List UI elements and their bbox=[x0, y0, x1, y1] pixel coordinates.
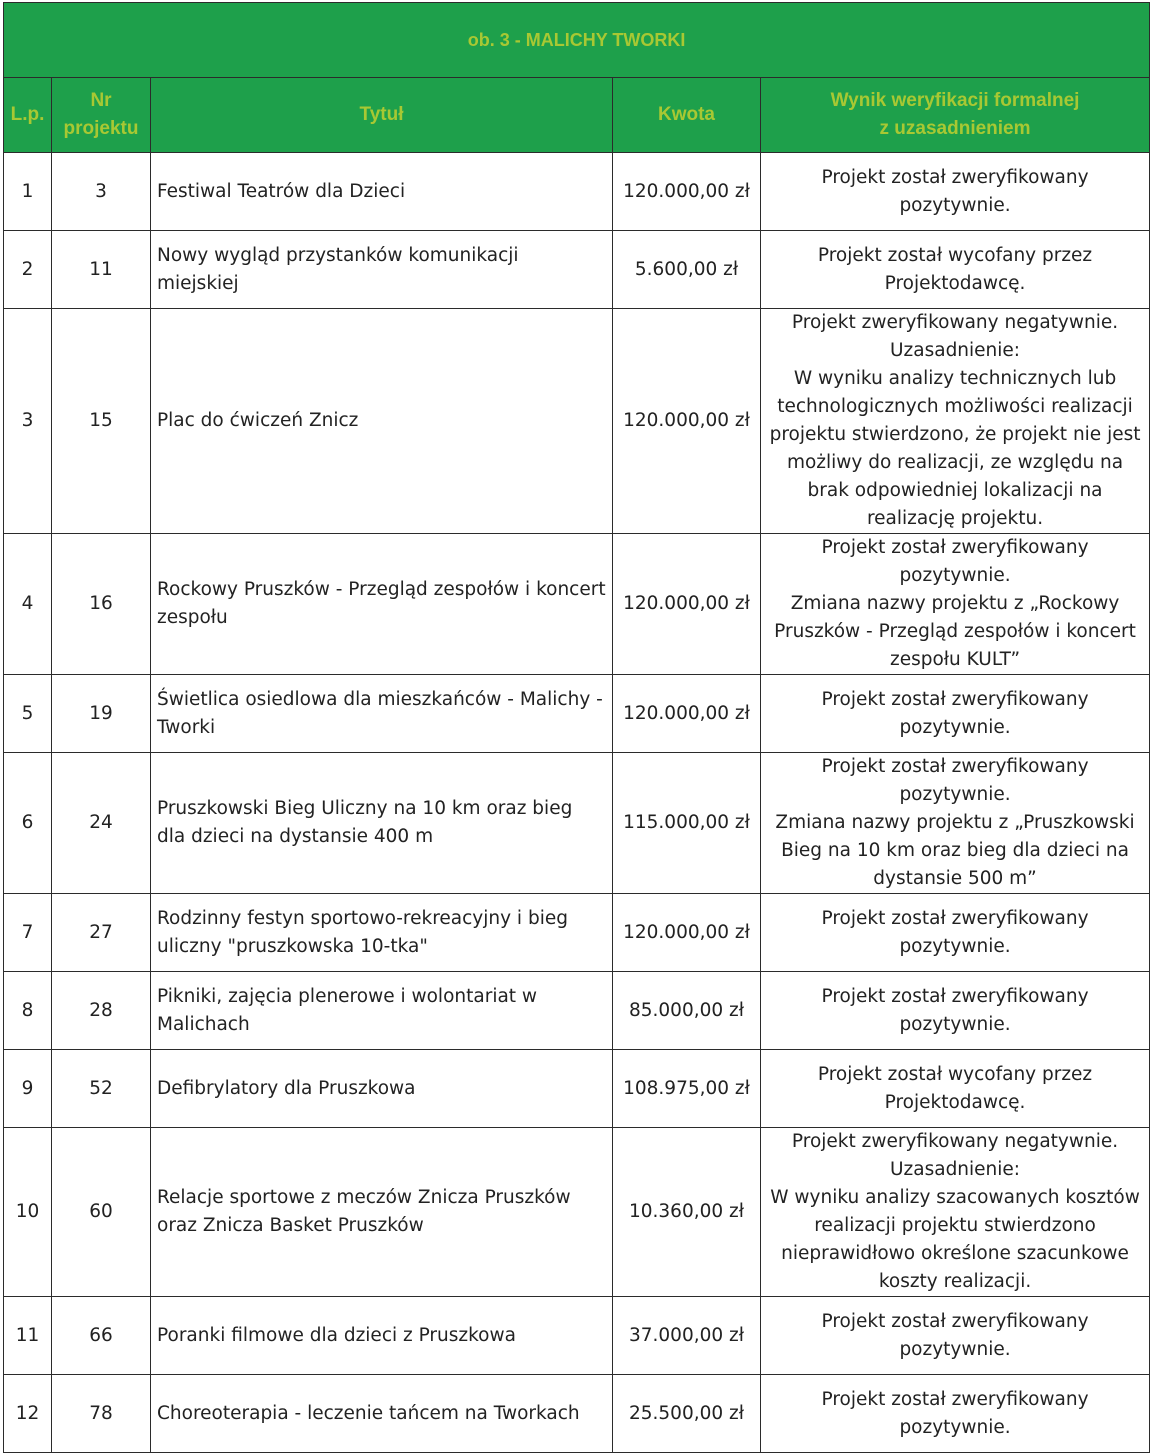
wynik-line: W wyniku analizy szacowanych kosztów bbox=[770, 1187, 1140, 1208]
header-nr-line1: Nr bbox=[90, 90, 112, 111]
cell-wynik bbox=[761, 534, 1150, 675]
cell-nr-projektu: 66 bbox=[52, 1297, 151, 1375]
cell-tytul: Plac do ćwiczeń Znicz bbox=[151, 309, 613, 534]
cell-nr-projektu: 27 bbox=[52, 894, 151, 972]
cell-tytul: Pruszkowski Bieg Uliczny na 10 km oraz bieg dla dzieci na dystansie 400 m bbox=[151, 753, 613, 894]
cell-lp: 4 bbox=[4, 534, 52, 675]
header-lp: L.p. bbox=[4, 78, 52, 153]
table-body bbox=[4, 153, 1150, 1453]
table-row bbox=[4, 972, 1150, 1050]
header-wynik bbox=[761, 78, 1150, 153]
cell-wynik bbox=[761, 1297, 1150, 1375]
cell-nr-projektu: 15 bbox=[52, 309, 151, 534]
wynik-line: Projekt został zweryfikowany bbox=[821, 166, 1089, 188]
cell-lp: 10 bbox=[4, 1128, 52, 1297]
cell-tytul: Rodzinny festyn sportowo-rekreacyjny i bieg uliczny "pruszkowska 10-tka" bbox=[151, 894, 613, 972]
wynik-line: pozytywnie. bbox=[899, 1416, 1011, 1438]
table-title-row bbox=[4, 3, 1150, 78]
wynik-line: Uzasadnienie: bbox=[890, 1159, 1021, 1180]
wynik-line: Projekt został zweryfikowany bbox=[821, 1388, 1089, 1410]
header-wynik-line1: Wynik weryfikacji formalnej bbox=[830, 90, 1080, 111]
cell-wynik bbox=[761, 1128, 1150, 1297]
wynik-line: nieprawidłowo określone szacunkowe bbox=[781, 1243, 1129, 1264]
wynik-line: Pruszków - Przegląd zespołów i koncert bbox=[774, 621, 1136, 642]
wynik-line: Bieg na 10 km oraz bieg dla dzieci na bbox=[781, 840, 1129, 861]
wynik-line: Projekt zweryfikowany negatywnie. bbox=[791, 312, 1119, 333]
cell-tytul: Poranki filmowe dla dzieci z Pruszkowa bbox=[151, 1297, 613, 1375]
wynik-line: Projekt został zweryfikowany bbox=[821, 688, 1089, 710]
wynik-line: Projekt zweryfikowany negatywnie. bbox=[791, 1131, 1119, 1152]
cell-kwota: 85.000,00 zł bbox=[613, 972, 761, 1050]
wynik-line: możliwy do realizacji, ze względu na bbox=[786, 452, 1124, 473]
cell-tytul: Pikniki, zajęcia plenerowe i wolontariat w Malichach bbox=[151, 972, 613, 1050]
cell-nr-projektu: 3 bbox=[52, 153, 151, 231]
table-row bbox=[4, 309, 1150, 534]
cell-wynik bbox=[761, 1050, 1150, 1128]
table-row bbox=[4, 1128, 1150, 1297]
cell-wynik bbox=[761, 231, 1150, 309]
cell-lp: 9 bbox=[4, 1050, 52, 1128]
cell-kwota: 120.000,00 zł bbox=[613, 153, 761, 231]
cell-nr-projektu: 24 bbox=[52, 753, 151, 894]
cell-lp: 12 bbox=[4, 1375, 52, 1453]
header-nr-projektu bbox=[52, 78, 151, 153]
cell-kwota: 120.000,00 zł bbox=[613, 309, 761, 534]
cell-nr-projektu: 19 bbox=[52, 675, 151, 753]
cell-tytul: Relacje sportowe z meczów Znicza Pruszków oraz Znicza Basket Pruszków bbox=[151, 1128, 613, 1297]
cell-lp: 6 bbox=[4, 753, 52, 894]
wynik-line: Projekt został zweryfikowany bbox=[821, 1310, 1089, 1332]
cell-lp: 11 bbox=[4, 1297, 52, 1375]
wynik-line: Projekt został wycofany przez bbox=[817, 244, 1093, 266]
wynik-line: koszty realizacji. bbox=[878, 1271, 1032, 1292]
cell-lp: 3 bbox=[4, 309, 52, 534]
cell-kwota: 120.000,00 zł bbox=[613, 894, 761, 972]
wynik-line: Zmiana nazwy projektu z „Rockowy bbox=[790, 593, 1120, 614]
cell-kwota: 37.000,00 zł bbox=[613, 1297, 761, 1375]
table-row bbox=[4, 753, 1150, 894]
cell-lp: 8 bbox=[4, 972, 52, 1050]
table-row bbox=[4, 1050, 1150, 1128]
cell-wynik bbox=[761, 894, 1150, 972]
document-page bbox=[3, 2, 1149, 1453]
table-row bbox=[4, 675, 1150, 753]
cell-nr-projektu: 52 bbox=[52, 1050, 151, 1128]
cell-wynik bbox=[761, 1375, 1150, 1453]
cell-tytul: Choreoterapia - leczenie tańcem na Tworkach bbox=[151, 1375, 613, 1453]
cell-tytul: Festiwal Teatrów dla Dzieci bbox=[151, 153, 613, 231]
cell-tytul: Świetlica osiedlowa dla mieszkańców - Malichy - Tworki bbox=[151, 675, 613, 753]
cell-wynik bbox=[761, 675, 1150, 753]
wynik-line: pozytywnie. bbox=[899, 565, 1011, 586]
wynik-line: Zmiana nazwy projektu z „Pruszkowski bbox=[775, 812, 1135, 833]
header-wynik-line2: z uzasadnieniem bbox=[879, 118, 1031, 139]
wynik-line: Projekt został zweryfikowany bbox=[821, 985, 1089, 1007]
wynik-line: Projekt został wycofany przez bbox=[817, 1063, 1093, 1085]
wynik-line: dystansie 500 m” bbox=[873, 868, 1037, 889]
wynik-line: pozytywnie. bbox=[899, 716, 1011, 738]
table-row bbox=[4, 1375, 1150, 1453]
wynik-line: brak odpowiedniej lokalizacji na bbox=[807, 480, 1103, 501]
cell-nr-projektu: 11 bbox=[52, 231, 151, 309]
cell-kwota: 108.975,00 zł bbox=[613, 1050, 761, 1128]
header-tytul: Tytuł bbox=[151, 78, 613, 153]
wynik-line: pozytywnie. bbox=[899, 1013, 1011, 1035]
cell-tytul: Nowy wygląd przystanków komunikacji miejskiej bbox=[151, 231, 613, 309]
wynik-line: Projektodawcę. bbox=[884, 1091, 1026, 1113]
wynik-line: technologicznych możliwości realizacji bbox=[777, 396, 1133, 417]
wynik-line: Projektodawcę. bbox=[884, 272, 1026, 294]
wynik-line: zespołu KULT” bbox=[889, 649, 1021, 670]
cell-tytul: Rockowy Pruszków - Przegląd zespołów i koncert zespołu bbox=[151, 534, 613, 675]
wynik-line: Uzasadnienie: bbox=[890, 340, 1021, 361]
cell-kwota: 10.360,00 zł bbox=[613, 1128, 761, 1297]
cell-wynik bbox=[761, 153, 1150, 231]
cell-nr-projektu: 28 bbox=[52, 972, 151, 1050]
cell-lp: 1 bbox=[4, 153, 52, 231]
wynik-line: W wyniku analizy technicznych lub bbox=[793, 368, 1117, 389]
table-row bbox=[4, 153, 1150, 231]
cell-wynik bbox=[761, 309, 1150, 534]
table-row bbox=[4, 894, 1150, 972]
cell-kwota: 5.600,00 zł bbox=[613, 231, 761, 309]
table-row bbox=[4, 231, 1150, 309]
cell-lp: 2 bbox=[4, 231, 52, 309]
cell-kwota: 115.000,00 zł bbox=[613, 753, 761, 894]
wynik-line: realizacji projektu stwierdzono bbox=[814, 1215, 1096, 1236]
cell-kwota: 120.000,00 zł bbox=[613, 675, 761, 753]
wynik-line: Projekt został zweryfikowany bbox=[821, 537, 1089, 558]
cell-nr-projektu: 16 bbox=[52, 534, 151, 675]
cell-tytul: Defibrylatory dla Pruszkowa bbox=[151, 1050, 613, 1128]
wynik-line: realizację projektu. bbox=[866, 508, 1044, 529]
projects-table bbox=[3, 2, 1150, 1453]
wynik-line: Projekt został zweryfikowany bbox=[821, 907, 1089, 929]
table-title: ob. 3 - MALICHY TWORKI bbox=[4, 3, 1150, 78]
cell-lp: 5 bbox=[4, 675, 52, 753]
wynik-line: pozytywnie. bbox=[899, 935, 1011, 957]
wynik-line: pozytywnie. bbox=[899, 1338, 1011, 1360]
cell-kwota: 120.000,00 zł bbox=[613, 534, 761, 675]
cell-nr-projektu: 78 bbox=[52, 1375, 151, 1453]
cell-kwota: 25.500,00 zł bbox=[613, 1375, 761, 1453]
wynik-line: Projekt został zweryfikowany bbox=[821, 756, 1089, 777]
cell-lp: 7 bbox=[4, 894, 52, 972]
cell-nr-projektu: 60 bbox=[52, 1128, 151, 1297]
cell-wynik bbox=[761, 972, 1150, 1050]
header-kwota: Kwota bbox=[613, 78, 761, 153]
table-row bbox=[4, 534, 1150, 675]
wynik-line: pozytywnie. bbox=[899, 194, 1011, 216]
wynik-line: projektu stwierdzono, że projekt nie jest bbox=[769, 424, 1141, 445]
cell-wynik bbox=[761, 753, 1150, 894]
table-row bbox=[4, 1297, 1150, 1375]
header-nr-line2: projektu bbox=[63, 118, 139, 139]
table-header-row bbox=[4, 78, 1150, 153]
wynik-line: pozytywnie. bbox=[899, 784, 1011, 805]
